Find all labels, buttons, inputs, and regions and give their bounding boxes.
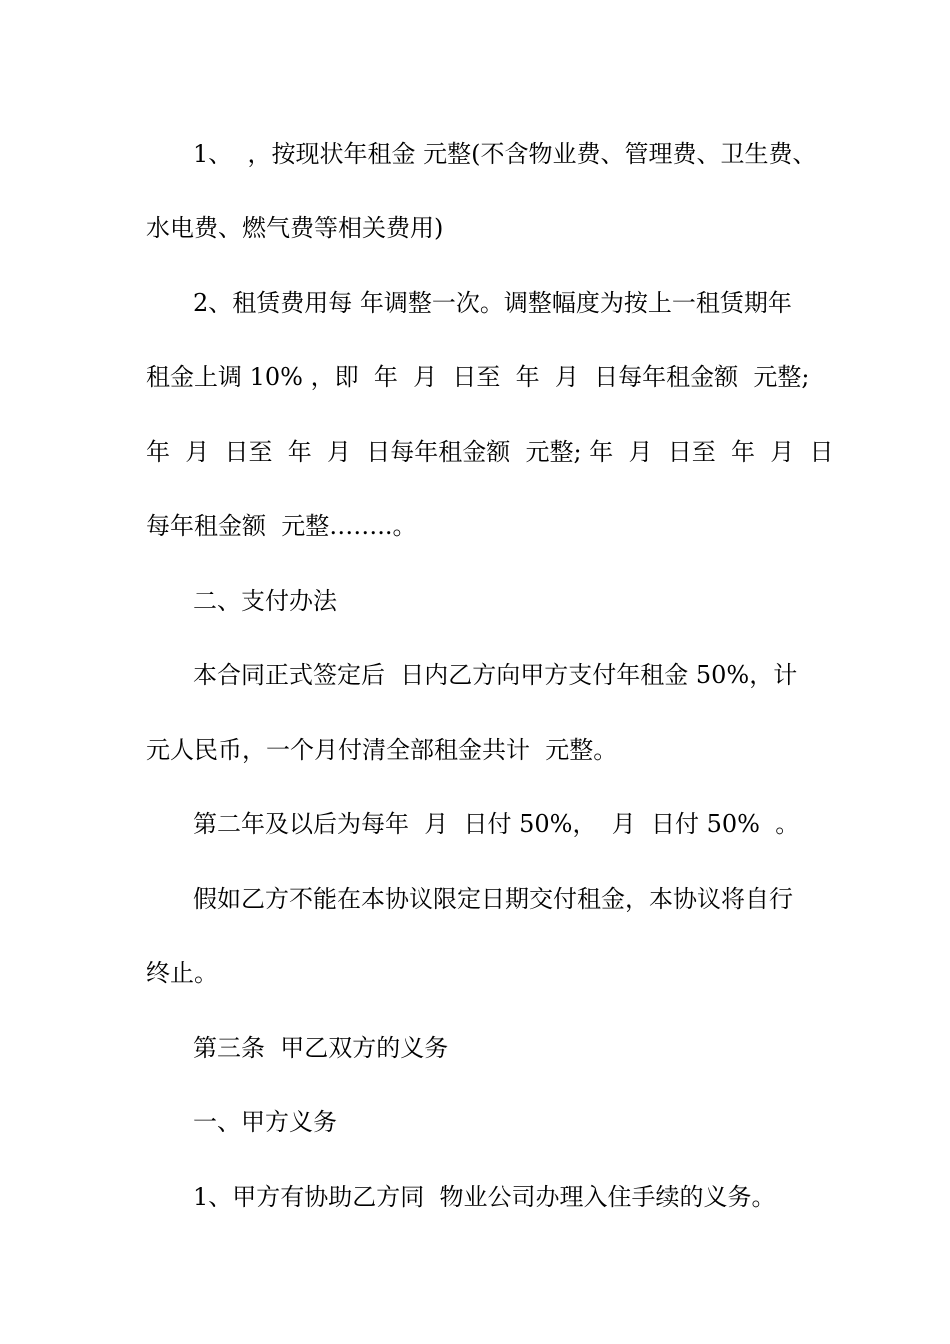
party-a-obligation-1: 1、甲方有协助乙方同 物业公司办理入住手续的义务。 bbox=[193, 1183, 776, 1211]
rent-clause-2-line-3: 年 月 日至 年 月 日每年租金额 元整; 年 月 日至 年 月 日 bbox=[146, 438, 834, 466]
payment-paragraph-line-1: 本合同正式签定后 日内乙方向甲方支付年租金 50%，计 bbox=[193, 661, 798, 689]
termination-line-2: 终止。 bbox=[146, 959, 218, 987]
article-three-heading: 第三条 甲乙双方的义务 bbox=[193, 1034, 449, 1062]
rent-clause-2-line-2: 租金上调 10% ，即 年 月 日至 年 月 日每年租金额 元整; bbox=[146, 363, 810, 391]
payment-method-heading: 二、支付办法 bbox=[193, 587, 337, 615]
payment-paragraph-line-2: 元人民币，一个月付清全部租金共计 元整。 bbox=[146, 736, 618, 764]
rent-clause-1-line-1: 1、 ，按现状年租金 元整(不含物业费、管理费、卫生费、 bbox=[193, 140, 817, 168]
rent-clause-2-line-4: 每年租金额 元整……..。 bbox=[146, 512, 417, 540]
second-year-payment-line: 第二年及以后为每年 月 日付 50%， 月 日付 50% 。 bbox=[193, 810, 800, 838]
rent-clause-1-line-2: 水电费、燃气费等相关费用) bbox=[146, 214, 444, 242]
rent-clause-2-line-1: 2、租赁费用每 年调整一次。调整幅度为按上一租赁期年 bbox=[193, 289, 792, 317]
party-a-obligations-heading: 一、甲方义务 bbox=[193, 1108, 337, 1136]
termination-line-1: 假如乙方不能在本协议限定日期交付租金，本协议将自行 bbox=[193, 885, 793, 913]
